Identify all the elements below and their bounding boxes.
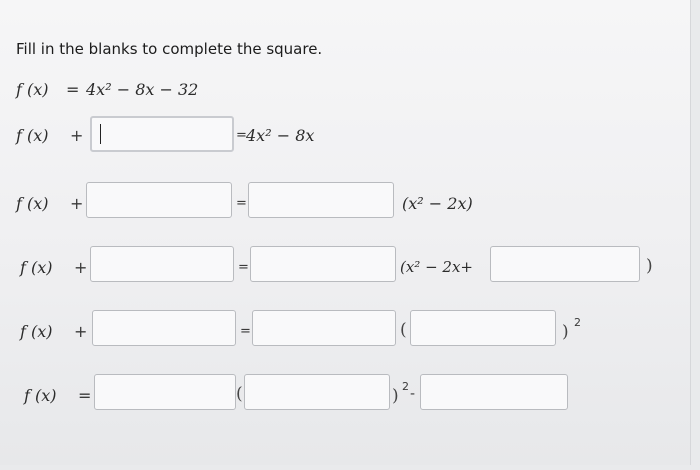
row2-lhs: f (x) <box>16 194 49 213</box>
row5-equals-sign: = <box>78 386 92 405</box>
row5-exponent: 2 <box>402 380 409 393</box>
row4-blank-2[interactable] <box>252 310 396 346</box>
row4-exponent: 2 <box>574 316 581 329</box>
row4-close-paren: ) <box>562 322 569 342</box>
row5-blank-3[interactable] <box>420 374 568 410</box>
row5-blank-2[interactable] <box>244 374 390 410</box>
row1-rhs: 4x² − 8x <box>246 126 315 145</box>
row3-equals: = <box>238 260 249 275</box>
given-lhs: f (x) <box>16 80 49 99</box>
instruction-text: Fill in the blanks to complete the square. <box>16 40 323 58</box>
row1-plus: + <box>70 126 84 145</box>
row5-minus: - <box>410 386 416 402</box>
row1-lhs: f (x) <box>16 126 49 145</box>
row3-blank-2[interactable] <box>250 246 396 282</box>
row1-equals: = <box>236 128 247 143</box>
row4-equals: = <box>240 324 251 339</box>
row2-blank-2[interactable] <box>248 182 394 218</box>
row2-plus: + <box>70 194 84 213</box>
row3-blank-1[interactable] <box>90 246 234 282</box>
row3-blank-3[interactable] <box>490 246 640 282</box>
row1-blank-1[interactable] <box>90 116 234 152</box>
row2-blank-1[interactable] <box>86 182 232 218</box>
row3-lhs: f (x) <box>20 258 53 277</box>
text-caret <box>100 124 101 144</box>
row5-close-paren: ) <box>392 386 399 406</box>
row5-open-paren: ( <box>236 384 243 404</box>
row4-lhs: f (x) <box>20 322 53 341</box>
row4-blank-3[interactable] <box>410 310 556 346</box>
given-rhs: 4x² − 8x − 32 <box>86 80 199 99</box>
row3-rhs: (x² − 2x+ <box>400 258 474 276</box>
row3-plus: + <box>74 258 88 277</box>
row5-blank-1[interactable] <box>94 374 236 410</box>
row3-close-paren: ) <box>646 256 653 276</box>
row2-rhs: (x² − 2x) <box>402 194 473 213</box>
row4-plus: + <box>74 322 88 341</box>
row4-blank-1[interactable] <box>92 310 236 346</box>
row2-equals: = <box>236 196 247 211</box>
row4-open-paren: ( <box>400 320 407 340</box>
row5-lhs: f (x) <box>24 386 57 405</box>
given-equals: = <box>66 80 80 99</box>
